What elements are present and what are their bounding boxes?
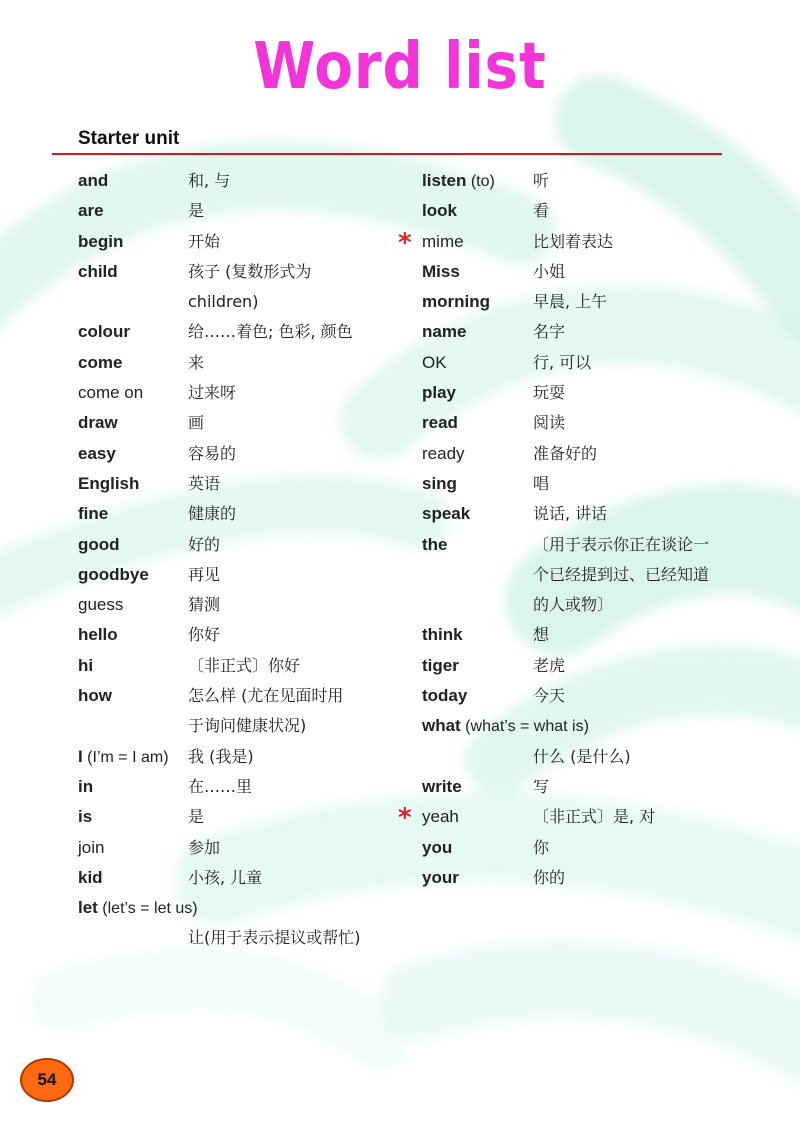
entry-meaning: 行, 可以 [533,352,592,372]
entry-headword: what [422,716,461,736]
entry-word [422,287,490,317]
entry-meaning: 个已经提到过、已经知道 [533,564,710,584]
entry-headword: colour [78,322,130,342]
entry-word [78,469,139,499]
entry-meaning: 阅读 [533,413,566,433]
entry-headword: name [422,322,467,342]
entry-note: (what’s = what is) [460,718,589,736]
entry-headword: hello [78,625,118,645]
entry-word [78,560,149,590]
entry-headword: are [78,201,104,221]
entry-meaning: 你的 [533,867,566,887]
entry-headword: ready [422,443,465,463]
entry-meaning: 猜测 [188,595,221,615]
entry-meaning: 来 [188,352,205,372]
entry-meaning: 准备好的 [533,443,598,463]
entry-headword: and [78,171,109,190]
section-divider [52,153,722,155]
entry-word [422,651,459,681]
entry-word [422,196,457,226]
entry-word [422,469,457,499]
entry-meaning: 是 [188,807,205,827]
asterisk-icon: * [398,803,412,834]
entry-word [78,742,169,773]
entry-headword: draw [78,413,118,433]
entry-headword: yeah [422,807,459,827]
entry-word [78,499,108,529]
entry-word [422,833,452,863]
entry-meaning: 看 [533,201,550,221]
entry-word [422,439,465,469]
entry-word [78,317,130,347]
entry-meaning: 你 [533,837,550,857]
entry-meaning: children) [188,292,259,312]
entry-meaning: 健康的 [188,504,237,524]
entry-meaning: 给……着色; 色彩, 颜色 [188,322,353,342]
entry-headword: how [78,686,112,706]
entry-word [422,772,462,802]
entry-note: (let’s = let us) [97,900,198,918]
entry-headword: read [422,413,458,433]
entry-headword: OK [422,352,447,372]
entry-word [78,408,118,438]
entry-meaning: 开始 [188,231,221,251]
entry-meaning: 比划着表达 [533,231,614,251]
entry-headword: tiger [422,655,459,675]
entry-word [78,772,93,802]
entry-headword: let [78,898,98,918]
entry-meaning: 让(用于表示提议或帮忙) [188,928,361,948]
entry-headword: I [78,746,83,766]
entry-headword: speak [422,504,471,524]
entry-word [78,681,112,711]
entry-word [78,620,118,650]
entry-headword: kid [78,867,103,887]
entry-meaning: 早晨, 上午 [533,292,608,312]
entry-headword: join [78,837,105,857]
entry-headword: listen [422,171,467,190]
entry-word [78,439,116,469]
entry-meaning: 是 [188,201,205,221]
entry-headword: is [78,807,93,827]
entry-word [422,863,459,893]
entry-meaning: 孩子 (复数形式为 [188,261,312,281]
entry-word [422,378,456,408]
entry-word [78,802,92,832]
entry-word [78,166,108,196]
entry-word [78,530,120,560]
entry-word [78,833,104,863]
entry-meaning: 〔用于表示你正在谈论一 [533,534,710,554]
entry-word [422,681,467,711]
entry-word [422,530,448,560]
entry-headword: hi [78,655,94,675]
entry-headword: come on [78,383,144,403]
entry-meaning: 〔非正式〕是, 对 [533,807,656,827]
entry-meaning: 唱 [533,473,550,493]
entry-meaning: 好的 [188,534,221,554]
entry-meaning: 什么 (是什么) [533,746,631,766]
entry-word [422,499,470,529]
entry-headword: good [78,534,120,554]
section-heading: Starter unit [78,128,180,149]
entry-meaning: 容易的 [188,443,237,463]
entry-word [78,590,123,620]
entry-headword: morning [422,292,490,312]
entry-word [422,317,466,347]
entry-word [422,620,463,650]
entry-headword: write [422,776,462,796]
entry-word [422,802,459,832]
entry-meaning: 玩耍 [533,383,566,403]
entry-meaning: 写 [533,776,550,796]
entry-word [422,408,458,438]
entry-note: (to) [466,173,495,190]
entry-headword: look [422,201,457,221]
entry-word [78,893,198,924]
entry-headword: easy [78,443,116,463]
entry-headword: play [422,383,457,403]
entry-note: (I’m = I am) [82,748,169,766]
entry-word [78,651,93,681]
entry-meaning: 小孩, 儿童 [188,867,263,887]
entry-meaning: 和, 与 [188,171,231,190]
entry-meaning: 今天 [533,686,566,706]
entry-headword: in [78,776,94,796]
entry-meaning: 再见 [188,564,221,584]
entry-meaning: 你好 [188,625,221,645]
entry-meaning: 老虎 [533,655,566,675]
entry-headword: Miss [422,261,460,281]
entry-word [422,227,464,257]
entry-meaning: 画 [188,413,205,433]
entry-word [422,711,589,742]
entry-word [422,257,460,287]
entry-meaning: 〔非正式〕你好 [188,655,301,675]
entry-meaning: 听 [533,171,550,190]
entry-headword: English [78,473,140,493]
entry-headword: today [422,686,468,706]
entry-meaning: 在……里 [188,776,253,796]
entry-meaning: 说话, 讲话 [533,504,608,524]
entry-headword: goodbye [78,564,149,584]
entry-meaning: 参加 [188,837,221,857]
entry-word [422,348,447,378]
entry-meaning: 怎么样 (尤在见面时用 [188,686,344,706]
entry-headword: the [422,534,448,554]
entry-headword: sing [422,473,457,493]
entry-headword: think [422,625,463,645]
page-number-badge: 54 [20,1058,74,1102]
entry-headword: your [422,867,459,887]
entry-word [78,196,104,226]
entry-meaning: 于询问健康状况) [188,716,307,736]
entry-meaning: 我 (我是) [188,746,254,766]
entry-word [78,257,118,287]
asterisk-icon: * [398,227,412,258]
entry-meaning: 英语 [188,473,221,493]
entry-headword: child [78,261,118,281]
entry-headword: begin [78,231,124,251]
entry-word [422,166,495,197]
entry-meaning: 过来呀 [188,383,237,403]
entry-word [78,227,123,257]
entry-word [78,348,122,378]
entry-word [78,863,103,893]
entry-meaning: 名字 [533,322,566,342]
entry-meaning: 小姐 [533,261,566,281]
entry-meaning: 的人或物〕 [533,595,614,615]
entry-headword: guess [78,595,124,615]
page-title: Word list [253,30,547,104]
entry-meaning: 想 [533,625,550,645]
entry-headword: mime [422,231,464,251]
entry-word [78,378,143,408]
entry-headword: you [422,837,453,857]
entry-headword: come [78,352,123,372]
entry-headword: fine [78,504,109,524]
